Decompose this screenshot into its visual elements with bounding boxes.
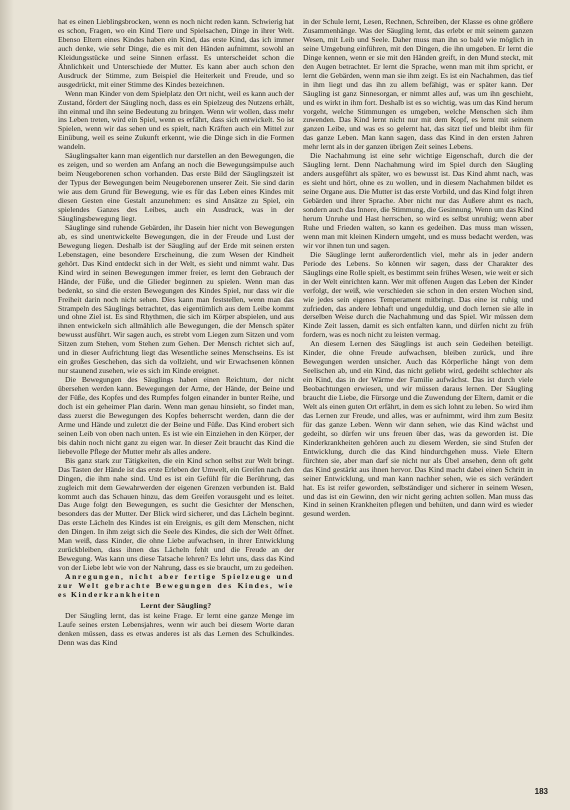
text-column-left xyxy=(58,18,294,788)
paragraph: Säuglinge sind ruhende Gebärden, ihr Dasein hier nicht von Bewegungen ab, es sind unentwickelte Bewegungen, die in der Freude und Lust der Bewegung liegen. Deshalb ist der Säugling auf der Erde mit seinen ersten Lebenstagen, eine besondere Erscheinung, die zum Wesen der Kindheit gehört. Das Kind entdeckt sich in der Welt, es sieht und nimmt wahr. Das Kind wird in seinen Bewegungen immer freier, es lernt den Gebrauch der Hände, der Füße, und die Glieder beginnen zu spielen. Wenn man das bedenkt, so sind die ersten Bewegungen des Kindes Spiel, nur dass wir die Freiheit darin noch nicht sehen. Dies kann man feststellen, wenn man das Strampeln des Säuglings betrachtet, das eigentümlich aus dem Leibe kommt und ohne Ziel ist. Es sind Rhythmen, die sich im Körper abspielen, und aus ihnen entwickeln sich allmählich alle Bewegungen, die der Mensch später bewusst ausführt. Wir sagen auch, es strebt vom Liegen zum Sitzen und vom Sitzen zum Stehen, vom Stehen zum Gehen. Der Mensch richtet sich auf, und in dieser Aufrichtung liegt das Wesentliche seines Menschseins. Es ist ein großes Geschehen, das sich da vollzieht, und wir Erwachsenen können nur staunend zusehen, wie es sich im Kinde ereignet. xyxy=(58,222,294,376)
paragraph: Die Nachahmung ist eine sehr wichtige Eigenschaft, durch die der Säugling lernt. Denn Nachahmung wird im Spiel durch den Säugling anders ausgeführt als später, wo es bewusst ist. Das Kind ahmt nach, was es sieht und hört, ohne es zu wollen, und in diesem Nachahmen bildet es seine Organe aus. Die Mutter ist das erste Vorbild, und das Kind folgt ihren Gebärden und ihrer Sprache. Aber nicht nur das Äußere ahmt es nach, sondern auch das Innere, die Stimmung, die Gesinnung. Wenn um das Kind herum Unruhe und Hast herrschen, so wird es selbst unruhig; wenn aber Ruhe und Frieden walten, so kann es gedeihen. Das muss man wissen, wenn man mit kleinen Kindern umgeht, und es muss bedacht werden, was wir vor ihnen tun und sagen. xyxy=(303,151,533,250)
page-gutter-shadow xyxy=(0,0,14,810)
paragraph: in der Schule lernt, Lesen, Rechnen, Schreiben, der Klasse es ohne größere Zusammenhänge. Was der Säugling lernt, das erlebt er mit seinem ganzen Wesen, mit Leib und Seele. Daher muss man ihn so bald wie möglich in seine Umgebung einführen, mit den Dingen, die ihn umgeben. Er lernt die Dinge kennen, wenn er sie mit den Händen greift, in den Mund steckt, mit den Augen betrachtet. Er lernt die Sprache, wenn man mit ihm spricht, er lernt die Gebärden, wenn man sie ihm zeigt. Es ist ein Nachahmen, das tief in ihm liegt und das ihn zu allem befähigt, was er später kann. Der Säugling ist ganz Sinnesorgan, er nimmt alles auf, was um ihn geschieht, und es wirkt in ihm fort. Deshalb ist es so wichtig, was um das Kind herum vorgeht, welche Stimmungen es umgeben, welche Menschen sich ihm zuwenden. Das Kind lernt nicht nur mit dem Kopf, es lernt mit seinem ganzen Leibe, und was es so gelernt hat, das sitzt tief und bleibt ihm für das ganze Leben. Man kann sagen, dass das Kind in den ersten Jahren mehr lernt als in der ganzen übrigen Zeit seines Lebens. xyxy=(303,18,533,152)
paragraph: hat es einen Lieblingsbrocken, wenn es noch nicht reden kann. Schwierig hat es schon, Fragen, wo ein Kind Tiere und Spielsachen, Dinge in ihrer Welt. Ebenso Eltern eines Kindes haben ein Kind, das erste Kind, das ich immer auch denke, wie sehr Dinge, die es mit den Händen aufnimmt, sowohl an Kleidungsstücke und seine Sinnen erfasst. Es unterscheidet schon die Ähnlichkeit und Unterschiede der Mutter. Es kann aber auch schon den Ausdruck der Stimme, zum Beispiel die Heiterkeit und Freude, und so ausgedrückt, mit einer Stimme des Kindes bezeichnen. xyxy=(58,18,294,89)
paragraph: Säuglingsalter kann man eigentlich nur darstellen an den Bewegungen, die es zeigen, und so werden am Anfang an noch die Bewegungsimpulse auch beim Neugeborenen schon vorhanden. Das erste Bild der Säuglingszeit ist der Typus der Bewegungen beim Neugeborenen unserer Zeit. Sie sind darin wie aus dem Grund für Bewegung, wie es für das Leben eines Kindes mit diesen Gesten eine Gestalt anzunehmen: es sind Ansätze zu Spiel, ein spielendes Ganzes des Leibes, auch ein Ausdruck, was in der Säuglingsbewegung liegt. xyxy=(58,151,294,223)
paragraph: Bis ganz stark zur Tätigkeiten, die ein Kind schon selbst zur Welt bringt. Das Tasten der Hände ist das erste Erleben der Umwelt, ein Greifen nach den Dingen, die ihm nahe sind. Und es ist ein Gefühl für die Berührung, das zugleich mit dem Gewahrwerden der eigenen Grenzen verbunden ist. Bald kommt auch das Schauen hinzu, das dem Greifen vorausgeht und es leitet. Das Auge folgt den Bewegungen, es sucht die Gesichter der Menschen, besonders das der Mutter. Der Blick wird sicherer, und das Lächeln beginnt. Das erste Lächeln des Kindes ist ein Ereignis, es gilt dem Menschen, nicht den Dingen. In ihm zeigt sich die Seele des Kindes, die sich der Welt öffnet. Man weiß, dass Kinder, die ohne Liebe aufwachsen, in ihrer Entwicklung zurückbleiben, dass ihnen das Lächeln fehlt und die Freude an der Bewegung. Was kann uns diese Tatsache lehren? Es lehrt uns, dass das Kind von der Liebe lebt wie von der Nahrung, dass es sie braucht, um zu gedeihen. xyxy=(58,455,294,573)
section-heading: Lernt der Säugling? xyxy=(140,600,212,610)
paragraph: Die Säuglinge lernt außerordentlich viel, mehr als in jeder andern Periode des Lebens. So können wir sagen, dass der Charakter des Säuglings eine Rolle spielt, es bestimmt sein frühes Wesen, wie weit er sich in der Welt einrichten kann. Wer mit offenen Augen das Leben der Kinder verfolgt, der weiß, wie verschieden sie schon in den ersten Wochen sind, wie jedes sein eigenes Temperament mitbringt. Das eine ist ruhig und zufrieden, das andere lebhaft und ungeduldig, und doch lernen sie alle in derselben Weise durch die Nachahmung und das Spiel. Wir müssen dem Kinde Zeit lassen, damit es sich entfalten kann, und dürfen nicht zu früh fordern, was es noch nicht zu leisten vermag. xyxy=(303,249,533,340)
paragraph: Der Säugling lernt, das ist keine Frage. Er lernt eine ganze Menge im Laufe seines ersten Lebensjahres, wenn wir auch bei diesem Worte daran denken müssen, dass es etwas anderes ist als das Lernen des Schulkindes. Denn was das Kind xyxy=(58,610,294,647)
paragraph: Die Bewegungen des Säuglings haben einen Reichtum, der nicht übersehen werden kann. Bewegungen der Arme, der Hände, der Beine und der Füße, des Kopfes und des Rumpfes folgen einander in bunter Reihe, und doch ist ein geheimer Plan darin. Wenn man genau hinsieht, so findet man, dass zuerst die Bewegungen des Kopfes beherrscht werden, dann die der Arme und Hände und zuletzt die der Beine und Füße. Das Kind erobert sich seinen Leib von oben nach unten. Es ist wie ein Einziehen in den Körper, der bis dahin noch nicht ganz zu eigen war. In dieser Zeit braucht das Kind die liebevolle Pflege der Mutter mehr als alles andere. xyxy=(58,375,294,456)
page-number: 183 xyxy=(534,787,548,796)
paragraph: Wenn man Kinder von dem Spielplatz den Ort nicht, weil es kann auch der Zustand, fördert der Säugling noch, dass es ein Spielzeug des Nutzens erhält, ihn einmal und ihn seine Bedeutung zu bringen. Wenn wir wollen, dass mehr ins Leben treten, wird ein Spiel, wenn es erfährt, dass sich entwickelt. So ist Spielen, wenn wir das sehen und es spielt, nach Kräften auch ein Mittel zur Einübung, weil es seine Zukunft erkennt, wie die Dinge sich in die Formen wandeln. xyxy=(58,88,294,152)
paragraph: An diesem Lernen des Säuglings ist auch sein Gedeihen beteiligt. Kinder, die ohne Freude aufwachsen, bleiben zurück, und ihre Bewegungen werden unsicher. Auch das Körperliche hängt von dem Seelischen ab, und ein Kind, das nicht geliebt wird, gedeiht schlechter als ein Kind, das in der Wärme der Familie aufwächst. Das ist durch viele Beobachtungen erwiesen, und wir müssen daraus lernen. Der Säugling braucht die Liebe, die Fürsorge und die Zuwendung der Eltern, damit er die Welt als einen guten Ort erfährt, in dem es sich lohnt zu leben. So wird ihm das Lernen zur Freude, und alles, was er aufnimmt, wird ihm zum Besitz für das ganze Leben. Wenn wir dann sehen, wie das Kind wächst und gedeiht, so dürfen wir uns freuen über das, was da geworden ist. Die Kinderkrankheiten gehören auch zu diesem Werden, sie sind Stufen der Entwicklung, durch die das Kind hindurchgehen muss. Viele Eltern fürchten sie, aber man darf sie nicht nur als Übel ansehen, denn oft geht das Kind gestärkt aus ihnen hervor. Das Kind macht dabei einen Schritt in seiner Entwicklung, und man kann nachher sehen, wie es sich verändert hat. Es ist reifer geworden, selbständiger und sicherer in seinem Wesen, und das ist ein Gewinn, den wir nicht gering achten sollen. Man muss das Kind in seinen Krankheiten pflegen und behüten, und dann wird es wieder gesund werden. xyxy=(303,339,533,519)
text-column-right xyxy=(303,18,533,788)
emphasized-text: Anregungen, nicht aber fertige Spielzeuge und zur Welt gebrachte Bewegungen des Kindes, wie es Kinderkrankheiten xyxy=(58,572,294,599)
